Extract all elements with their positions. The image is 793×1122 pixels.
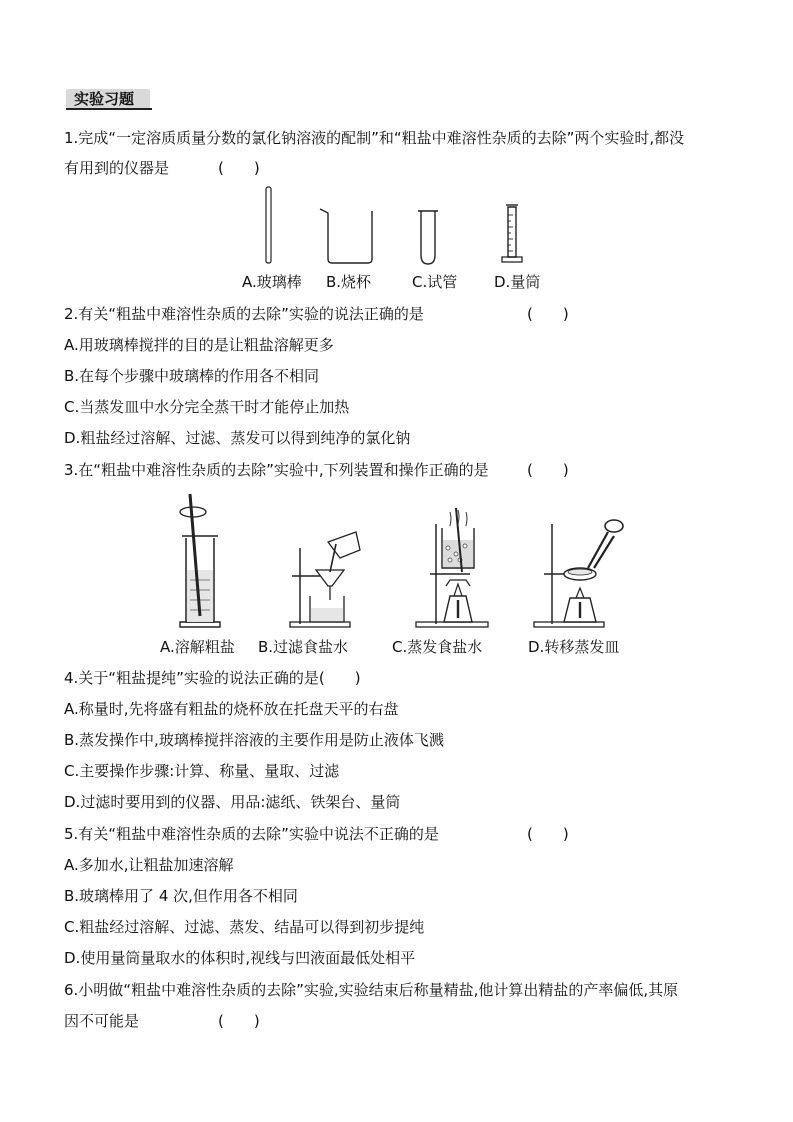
q3-answer-paren: ( ) [527,461,569,479]
q2-stem [64,304,569,324]
q2-option-b: B.在每个步骤中玻璃棒的作用各不相同 [64,367,320,385]
q1-stem-line2 [64,158,260,178]
q3-label-d: D.转移蒸发皿 [528,638,620,656]
q5-answer-paren: ( ) [527,825,569,843]
section-title: 实验习题 [74,90,135,108]
q1-answer-paren: ( ) [218,159,260,177]
q6-answer-paren: ( ) [218,1012,260,1030]
q3-stem-text: 3.在“粗盐中难溶性杂质的去除”实验中,下列装置和操作正确的是 [64,461,489,479]
q2-option-d: D.粗盐经过溶解、过滤、蒸发可以得到纯净的氯化钠 [64,429,411,447]
measuring-cylinder-icon [502,205,522,262]
q3-label-b: B.过滤食盐水 [258,638,349,656]
transfer-dish-setup-icon [534,520,623,627]
q4-option-a: A.称量时,先将盛有粗盐的烧杯放在托盘天平的右盘 [64,700,399,718]
filtration-setup-icon [290,532,360,627]
q3-label-c: C.蒸发食盐水 [392,638,483,656]
q3-label-a: A.溶解粗盐 [160,638,235,656]
section-underline [66,108,152,110]
q2-option-a: A.用玻璃棒搅拌的目的是让粗盐溶解更多 [64,336,334,354]
q5-option-c: C.粗盐经过溶解、过滤、蒸发、结晶可以得到初步提纯 [64,918,425,936]
q2-option-c: C.当蒸发皿中水分完全蒸干时才能停止加热 [64,398,350,416]
q2-answer-paren: ( ) [527,305,569,323]
q1-stem-line1: 1.完成“一定溶质质量分数的氯化钠溶液的配制”和“粗盐中难溶性杂质的去除”两个实验时,都没 [64,129,685,147]
evaporation-setup-icon [416,508,488,627]
q4-option-b: B.蒸发操作中,玻璃棒搅拌溶液的主要作用是防止液体飞溅 [64,731,444,749]
q4-option-c: C.主要操作步骤:计算、称量、量取、过滤 [64,762,340,780]
q3-stem [64,460,569,480]
q5-stem-text: 5.有关“粗盐中难溶性杂质的去除”实验中说法不正确的是 [64,825,439,843]
q1-label-d: D.量筒 [494,273,541,291]
q4-stem: 4.关于“粗盐提纯”实验的说法正确的是( ) [64,669,361,687]
q3-apparatus-figure [160,488,640,630]
q1-instruments-figure [250,185,550,267]
section-header [66,87,152,111]
q2-stem-text: 2.有关“粗盐中难溶性杂质的去除”实验的说法正确的是 [64,305,424,323]
dissolving-in-cylinder-icon [180,494,220,627]
q6-stem-line1: 6.小明做“粗盐中难溶性杂质的去除”实验,实验结束后称量精盐,他计算出精盐的产率偏低,其原 [64,981,679,999]
q1-label-a: A.玻璃棒 [242,273,302,291]
q4-option-d: D.过滤时要用到的仪器、用品:滤纸、铁架台、量筒 [64,793,401,811]
q1-stem-text: 有用到的仪器是 [64,159,170,177]
test-tube-icon [418,211,438,264]
q5-stem [64,824,569,844]
q5-option-b: B.玻璃棒用了 4 次,但作用各不相同 [64,887,298,905]
q1-label-b: B.烧杯 [326,273,372,291]
q1-label-c: C.试管 [412,273,458,291]
q5-option-d: D.使用量筒量取水的体积时,视线与凹液面最低处相平 [64,949,416,967]
glass-rod-icon [266,187,271,263]
q5-option-a: A.多加水,让粗盐加速溶解 [64,856,234,874]
q6-stem-line2 [64,1011,260,1031]
q6-stem-text: 因不可能是 [64,1012,140,1030]
beaker-icon [320,209,372,263]
